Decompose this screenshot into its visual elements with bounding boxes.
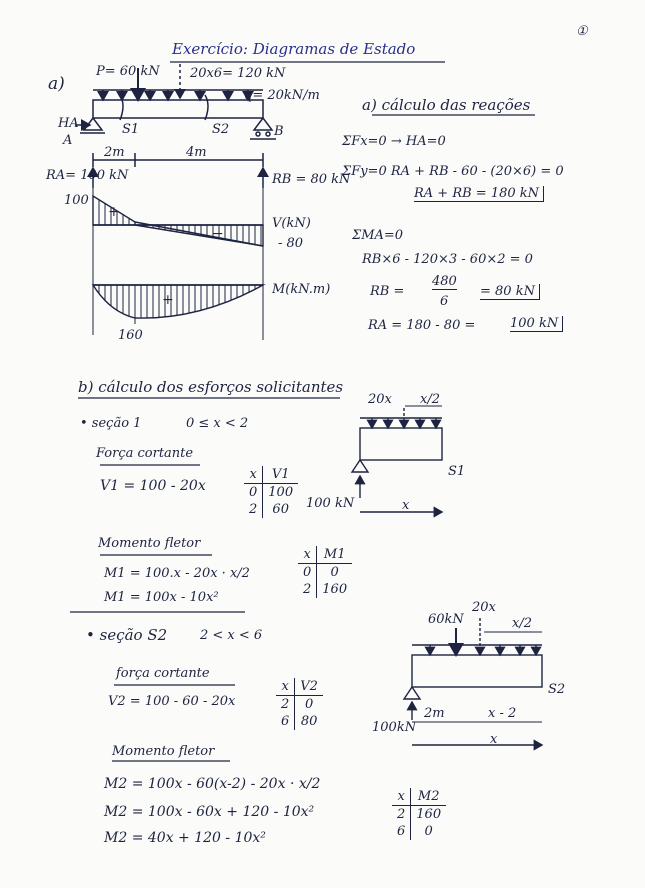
reactions-eq3: RA + RB = 180 kN — [414, 186, 544, 202]
s2-fig-x2: x - 2 — [488, 706, 517, 721]
moment-diagram — [93, 285, 263, 324]
section1-shear-heading: Força cortante — [96, 446, 194, 461]
s2-fig-load: 20x — [472, 600, 496, 615]
reactions-eq2: ΣFy=0 RA + RB - 60 - (20×6) = 0 — [342, 164, 564, 179]
section2-label: • seção S2 — [86, 626, 168, 644]
table-header: V1 — [263, 466, 298, 484]
page-title: Exercício: Diagramas de Estado — [172, 40, 416, 58]
section1-figure — [352, 406, 442, 512]
moment-axis-label: M(kN.m) — [272, 282, 331, 297]
section-cut-1 — [120, 95, 123, 120]
support-b — [254, 118, 272, 130]
load-resultant-label: 20x6= 120 kN — [190, 66, 286, 81]
dim-2m-label: 2m — [104, 145, 125, 160]
table-header: M2 — [411, 788, 446, 806]
reactions-eq1: ΣFx=0 → HA=0 — [342, 134, 446, 149]
table-header: x — [244, 466, 263, 484]
reactions-eq5: RB×6 - 120×3 - 60×2 = 0 — [362, 252, 533, 267]
s2-fig-x: x — [490, 732, 498, 747]
s2-fig-p: 60kN — [428, 612, 464, 627]
section-1-label: S1 — [122, 122, 140, 137]
s1-fig-section: S1 — [448, 464, 466, 479]
section1-shear-table — [244, 466, 298, 518]
section2-beam — [412, 655, 542, 687]
section2-shear-table — [276, 678, 323, 730]
shear-value-right: - 80 — [278, 236, 304, 251]
reactions-eq7-res: 100 kN — [510, 316, 563, 332]
s2-fig-half: x/2 — [512, 616, 532, 631]
reactions-eq6-num: 480 — [432, 274, 457, 289]
table-header: x — [276, 678, 295, 696]
reaction-b-label: RB = 80 kN — [272, 172, 351, 187]
section1-shear-eq: V1 = 100 - 20x — [100, 478, 206, 494]
main-beam — [93, 100, 263, 118]
section-2-label: S2 — [212, 122, 230, 137]
s2-fig-2m: 2m — [424, 706, 445, 721]
reactions-heading: a) cálculo das reações — [362, 96, 531, 114]
section2-shear-heading: força cortante — [116, 666, 210, 681]
section2-moment-table — [392, 788, 446, 840]
page-number: ① — [576, 24, 588, 39]
shear-axis-label: V(kN) — [272, 216, 311, 231]
reactions-eq7: RA = 180 - 80 = — [368, 318, 476, 333]
section2-range: 2 < x < 6 — [200, 628, 263, 643]
section1-label: • seção 1 — [80, 416, 142, 431]
s2-fig-section: S2 — [548, 682, 566, 697]
section2-shear-eq: V2 = 100 - 60 - 20x — [108, 694, 236, 709]
dim-4m-label: 4m — [186, 145, 207, 160]
section2-moment-eq3: M2 = 40x + 120 - 10x² — [104, 830, 266, 846]
table-row: 6 80 — [276, 713, 323, 730]
s1-fig-load: 20x — [368, 392, 392, 407]
table-header: x — [298, 546, 317, 564]
support-b-label: B — [274, 124, 284, 139]
reactions-eq6-res: = 80 kN — [480, 284, 540, 300]
table-row: 2 160 — [298, 581, 352, 598]
section2-moment-eq2: M2 = 100x - 60x + 120 - 10x² — [104, 804, 315, 820]
s1-fig-x: x — [402, 498, 410, 513]
shear-value-left: 100 — [64, 193, 89, 208]
load-p-label: P= 60 kN — [96, 64, 160, 79]
table-header: V2 — [295, 678, 323, 696]
shear-sign-pos: + — [108, 204, 120, 220]
load-q-label: q= 20kN/m — [244, 88, 320, 103]
support-a-label: A — [63, 133, 73, 148]
section1-moment-eq1: M1 = 100.x - 20x · x/2 — [104, 566, 250, 581]
s1-fig-half: x/2 — [420, 392, 440, 407]
table-header: M1 — [317, 546, 352, 564]
section1-moment-eq2: M1 = 100x - 10x² — [104, 590, 219, 605]
section1-moment-table — [298, 546, 352, 598]
table-row: 6 0 — [392, 823, 446, 840]
moment-curve — [93, 285, 263, 318]
part-b-heading: b) cálculo dos esforços solicitantes — [78, 378, 344, 396]
s2-fig-reaction: 100kN — [372, 720, 417, 735]
section2-moment-heading: Momento fletor — [112, 744, 215, 759]
moment-sign-pos: + — [162, 292, 174, 308]
table-row: 0 100 — [244, 484, 298, 502]
table-row: 2 0 — [276, 696, 323, 714]
s1-fig-reaction: 100 kN — [306, 496, 355, 511]
shear-sign-neg: − — [212, 226, 224, 242]
reactions-eq6-den: 6 — [440, 294, 449, 309]
reactions-eq4: ΣMA=0 — [352, 228, 404, 243]
support-a-force-label: HA — [58, 116, 79, 131]
table-row: 2 160 — [392, 806, 446, 824]
section-cut-2 — [205, 95, 208, 120]
support-a — [84, 118, 102, 130]
reaction-a-label: RA= 100 kN — [46, 168, 129, 183]
section2-moment-eq1: M2 = 100x - 60(x-2) - 20x · x/2 — [104, 776, 321, 792]
table-row: 2 60 — [244, 501, 298, 518]
part-a-label: a) — [48, 74, 65, 94]
section1-range: 0 ≤ x < 2 — [186, 416, 249, 431]
section1-moment-heading: Momento fletor — [98, 536, 201, 551]
reactions-eq6-lhs: RB = — [370, 284, 405, 299]
moment-max-value: 160 — [118, 328, 143, 343]
section2-figure — [404, 618, 542, 745]
distributed-load-arrows — [103, 90, 248, 100]
table-header: x — [392, 788, 411, 806]
section1-beam — [360, 428, 442, 460]
table-row: 0 0 — [298, 564, 352, 582]
